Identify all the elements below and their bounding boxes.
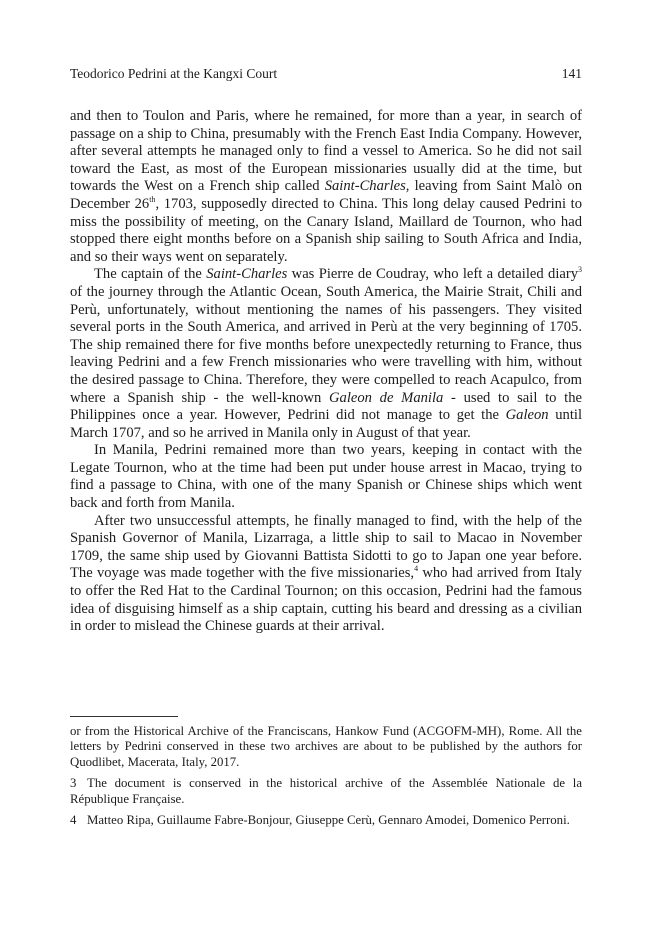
paragraph-4-text-a: After two unsuccessful attempts, he finally managed to find, with the help of the Spanish Governor of Manila, Lizarraga, a little ship to sail to Macao in November 1709, the same ship used by Giovanni Battista Sidotti to go to Japan one year before. The voyage was made together with the five missionaries, bbox=[70, 512, 582, 582]
footnote-ref-4[interactable]: 4 bbox=[414, 564, 419, 574]
ordinal-superscript: th bbox=[149, 195, 156, 205]
ship-name-saint-charles-2: Saint-Charles bbox=[206, 266, 288, 283]
footnote-4-text: Matteo Ripa, Guillaume Fabre-Bonjour, Giuseppe Cerù, Gennaro Amodei, Domenico Perroni. bbox=[87, 813, 570, 828]
paragraph-1-text-c: , 1703, supposedly directed to China. This long delay caused Pedrini to miss the possibility of meeting, on the Canary Island, Maillard de Tournon, who had stopped there eight months before on a Spanish ship sailing to South Africa and India, and so their ways went on separately. bbox=[70, 195, 582, 265]
ship-name-saint-charles: Saint-Charles bbox=[324, 178, 406, 195]
paragraph-2-text-c: of the journey through the Atlantic Ocean, South America, the Mairie Strait, Chili and Perù, unfortunately, without mentioning the names of his passengers. They visited several ports in the South America, and arrived in Perù at the very beginning of 1705. The ship remained there for five months before unexpectedly returning to France, thus leaving Pedrini and a few French missionaries who were travelling with him, without the desired passage to China. Therefore, they were compelled to reach Acapulco, from where a Spanish ship - the well-known bbox=[70, 283, 582, 406]
footnote-rule bbox=[70, 716, 178, 717]
footnote-ref-3[interactable]: 3 bbox=[578, 265, 583, 275]
galeon: Galeon bbox=[505, 407, 549, 424]
paragraph-2-text-d: - used to sail to the Philippines once a year. However, Pedrini did not manage to get the bbox=[70, 389, 582, 424]
footnote-3-text: The document is conserved in the historical archive of the Assemblée Nationale de la République Française. bbox=[70, 776, 582, 806]
paragraph-1-text-a: and then to Toulon and Paris, where he remained, for more than a year, in search of passage on a ship to China, presumably with the French East India Company. However, after several attempts he managed only to find a vessel to America. So he did not sail toward the East, as most of the European missionaries usually did at the time, but towards the West on a French ship called bbox=[70, 108, 582, 195]
footnote-4 bbox=[70, 813, 582, 828]
footnote-continued: or from the Historical Archive of the Franciscans, Hankow Fund (ACGOFM-MH), Rome. All the letters by Pedrini conserved in these two archives are about to be published by the authors for Quodlibet, Macerata, Italy, 2017. bbox=[70, 724, 582, 769]
galeon-de-manila: Galeon de Manila bbox=[329, 389, 444, 406]
page-number: 141 bbox=[561, 66, 582, 81]
footnote-4-number: 4 bbox=[70, 813, 77, 828]
footnote-3 bbox=[70, 776, 582, 807]
footnotes bbox=[70, 724, 582, 834]
body-text bbox=[70, 108, 582, 636]
paragraph-3: In Manila, Pedrini remained more than two years, keeping in contact with the Legate Tournon, who at the time had been put under house arrest in Macao, trying to find a passage to China, with one of the many Spanish or Chinese ships which went back and forth from Manila. bbox=[70, 442, 582, 512]
paragraph-1-text-b: , leaving from Saint Malò on December 26 bbox=[70, 178, 582, 212]
footnote-3-number: 3 bbox=[70, 776, 77, 791]
paragraph-2-text-a: The captain of the bbox=[94, 266, 207, 283]
paragraph-4 bbox=[70, 513, 582, 636]
running-title: Teodorico Pedrini at the Kangxi Court bbox=[70, 66, 278, 81]
paragraph-1 bbox=[70, 108, 582, 266]
paragraph-2-text-e: until March 1707, and so he arrived in Manila only in August of that year. bbox=[70, 407, 582, 441]
paragraph-2-text-b: was Pierre de Coudray, who left a detailed diary bbox=[287, 266, 579, 283]
paragraph-4-text-b: who had arrived from Italy to offer the Red Hat to the Cardinal Tournon; on this occasion, Pedrini had the famous idea of disguising himself as a ship captain, cutting his beard and dressing as a civilian in order to mislead the Chinese guards at their arrival. bbox=[70, 565, 582, 635]
paragraph-2 bbox=[70, 266, 582, 442]
